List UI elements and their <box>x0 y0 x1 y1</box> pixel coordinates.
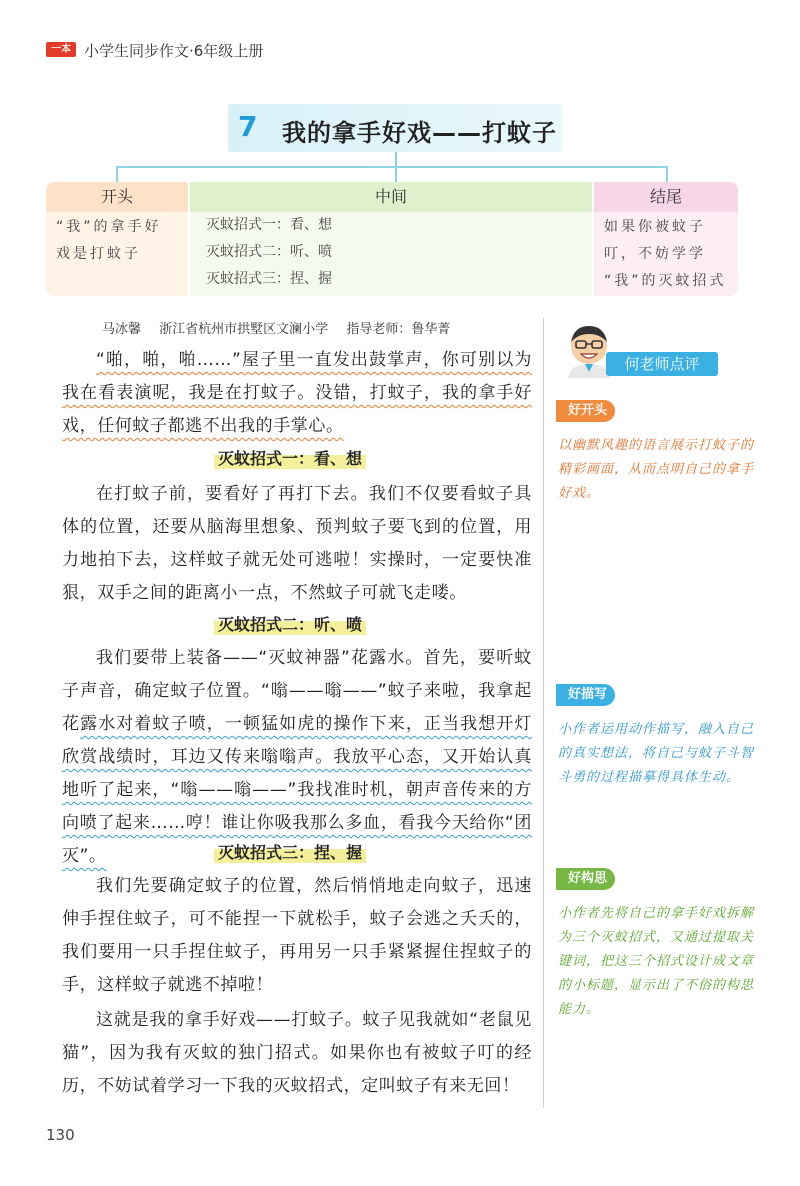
brand-badge: 一本 <box>46 42 76 57</box>
structure-line: 如果你被蚊子 <box>604 219 706 235</box>
comment-text-opening: 以幽默风趣的语言展示打蚊子的精彩画面，从而点明自己的拿手好戏。 <box>558 438 755 501</box>
paragraph-1 <box>62 344 532 443</box>
connector-line <box>395 152 397 166</box>
structure-middle-body <box>190 212 592 296</box>
structure-end-header: 结尾 <box>594 182 738 212</box>
structure-start-header: 开头 <box>46 182 188 212</box>
comment-tag-structure: 好构思 <box>556 868 615 890</box>
subheading-2: 灭蚊招式二：听、喷 <box>214 612 366 635</box>
paragraph-5: 这就是我的拿手好戏——打蚊子。蚊子见我就如“老鼠见猫”，因为我有灭蚊的独门招式。如果你也有被蚊子叮的经历，不妨试着学习一下我的灭蚊招式，定叫蚊子有来无回！ <box>62 1010 532 1096</box>
comment-tag-opening: 好开头 <box>556 400 615 422</box>
structure-start-body <box>46 212 188 296</box>
connector-line <box>116 166 668 168</box>
connector-line <box>666 166 668 182</box>
column-divider <box>543 318 544 1108</box>
book-title: 小学生同步作文·6年级上册 <box>84 42 264 60</box>
author-line <box>102 318 464 337</box>
author-name: 马冰馨 <box>102 322 142 337</box>
comment-tag-description: 好描写 <box>556 684 615 706</box>
structure-line: 灭蚊招式一：看、想 <box>206 217 332 233</box>
subheading-3: 灭蚊招式三：捏、握 <box>214 840 366 863</box>
comment-text-description: 小作者运用动作描写，融入自己的真实想法，将自己与蚊子斗智斗勇的过程描摹得具体生动。 <box>558 722 755 785</box>
comment-text-structure: 小作者先将自己的拿手好戏拆解为三个灭蚊招式，又通过提取关键词，把这三个招式设计成文章的小标题，显示出了不俗的构思能力。 <box>558 906 755 1017</box>
structure-line: 叮，不妨学学 <box>604 246 706 262</box>
structure-line: 灭蚊招式二：听、喷 <box>206 244 332 260</box>
author-school: 浙江省杭州市拱墅区文澜小学 <box>159 322 329 337</box>
structure-end-body <box>594 212 738 296</box>
page-number: 130 <box>46 1126 75 1144</box>
subheading-1: 灭蚊招式一：看、想 <box>214 446 366 469</box>
paragraph-3 <box>62 642 532 873</box>
chapter-number: 7 <box>238 110 258 143</box>
connector-line <box>395 166 397 182</box>
structure-middle-header: 中间 <box>190 182 592 212</box>
paragraph-2: 在打蚊子前，要看好了再打下去。我们不仅要看蚊子具体的位置，还要从脑海里想象、预判蚊子要飞到的位置，用力地拍下去，这样蚊子就无处可逃啦！实操时，一定要快准狠，双手之间的距离小一点，不然蚊子可就飞走喽。 <box>62 484 532 603</box>
paragraph-text: “啪，啪，啪……”屋子里一直发出鼓掌声，你可别以为我在看表演呢，我是在打蚊子。没错，打蚊子，我的拿手好戏，任何蚊子都逃不出我的手掌心。 <box>62 350 532 436</box>
paragraph-text-highlighted: 露水对着蚊子喷，一顿猛如虎的操作下来，正当我想开灯欣赏战绩时，耳边又传来嗡嗡声。我放平心态，又开始认真地听了起来，“嗡——嗡——”我找准时机，朝声音传来的方向喷了起来……哼！谁让你吸我那么多血，看我今天给你“团灭”。 <box>62 714 533 866</box>
author-teacher: 指导老师：鲁华菁 <box>346 322 451 337</box>
structure-line: “我”的灭蚊招式 <box>604 273 727 289</box>
connector-line <box>116 166 118 182</box>
paragraph-text: 我们要带上装备——“灭蚊神器”花露水。首先，要听蚊子声音，确定蚊子位置。“嗡——嗡——”蚊子来啦，我拿起花 <box>62 648 532 734</box>
structure-line: “我”的拿手好 <box>56 219 162 235</box>
teacher-comment-banner: 何老师点评 <box>606 352 718 376</box>
chapter-title: 我的拿手好戏——打蚊子 <box>282 119 557 147</box>
chapter-title-box <box>228 104 562 152</box>
structure-line: 戏是打蚊子 <box>56 246 141 262</box>
paragraph-4: 我们先要确定蚊子的位置，然后悄悄地走向蚊子，迅速伸手捏住蚊子，可不能捏一下就松手，蚊子会逃之夭夭的，我们要用一只手捏住蚊子，再用另一只手紧紧握住捏蚊子的手，这样蚊子就逃不掉啦！ <box>62 876 532 995</box>
structure-line: 灭蚊招式三：捏、握 <box>206 271 332 287</box>
